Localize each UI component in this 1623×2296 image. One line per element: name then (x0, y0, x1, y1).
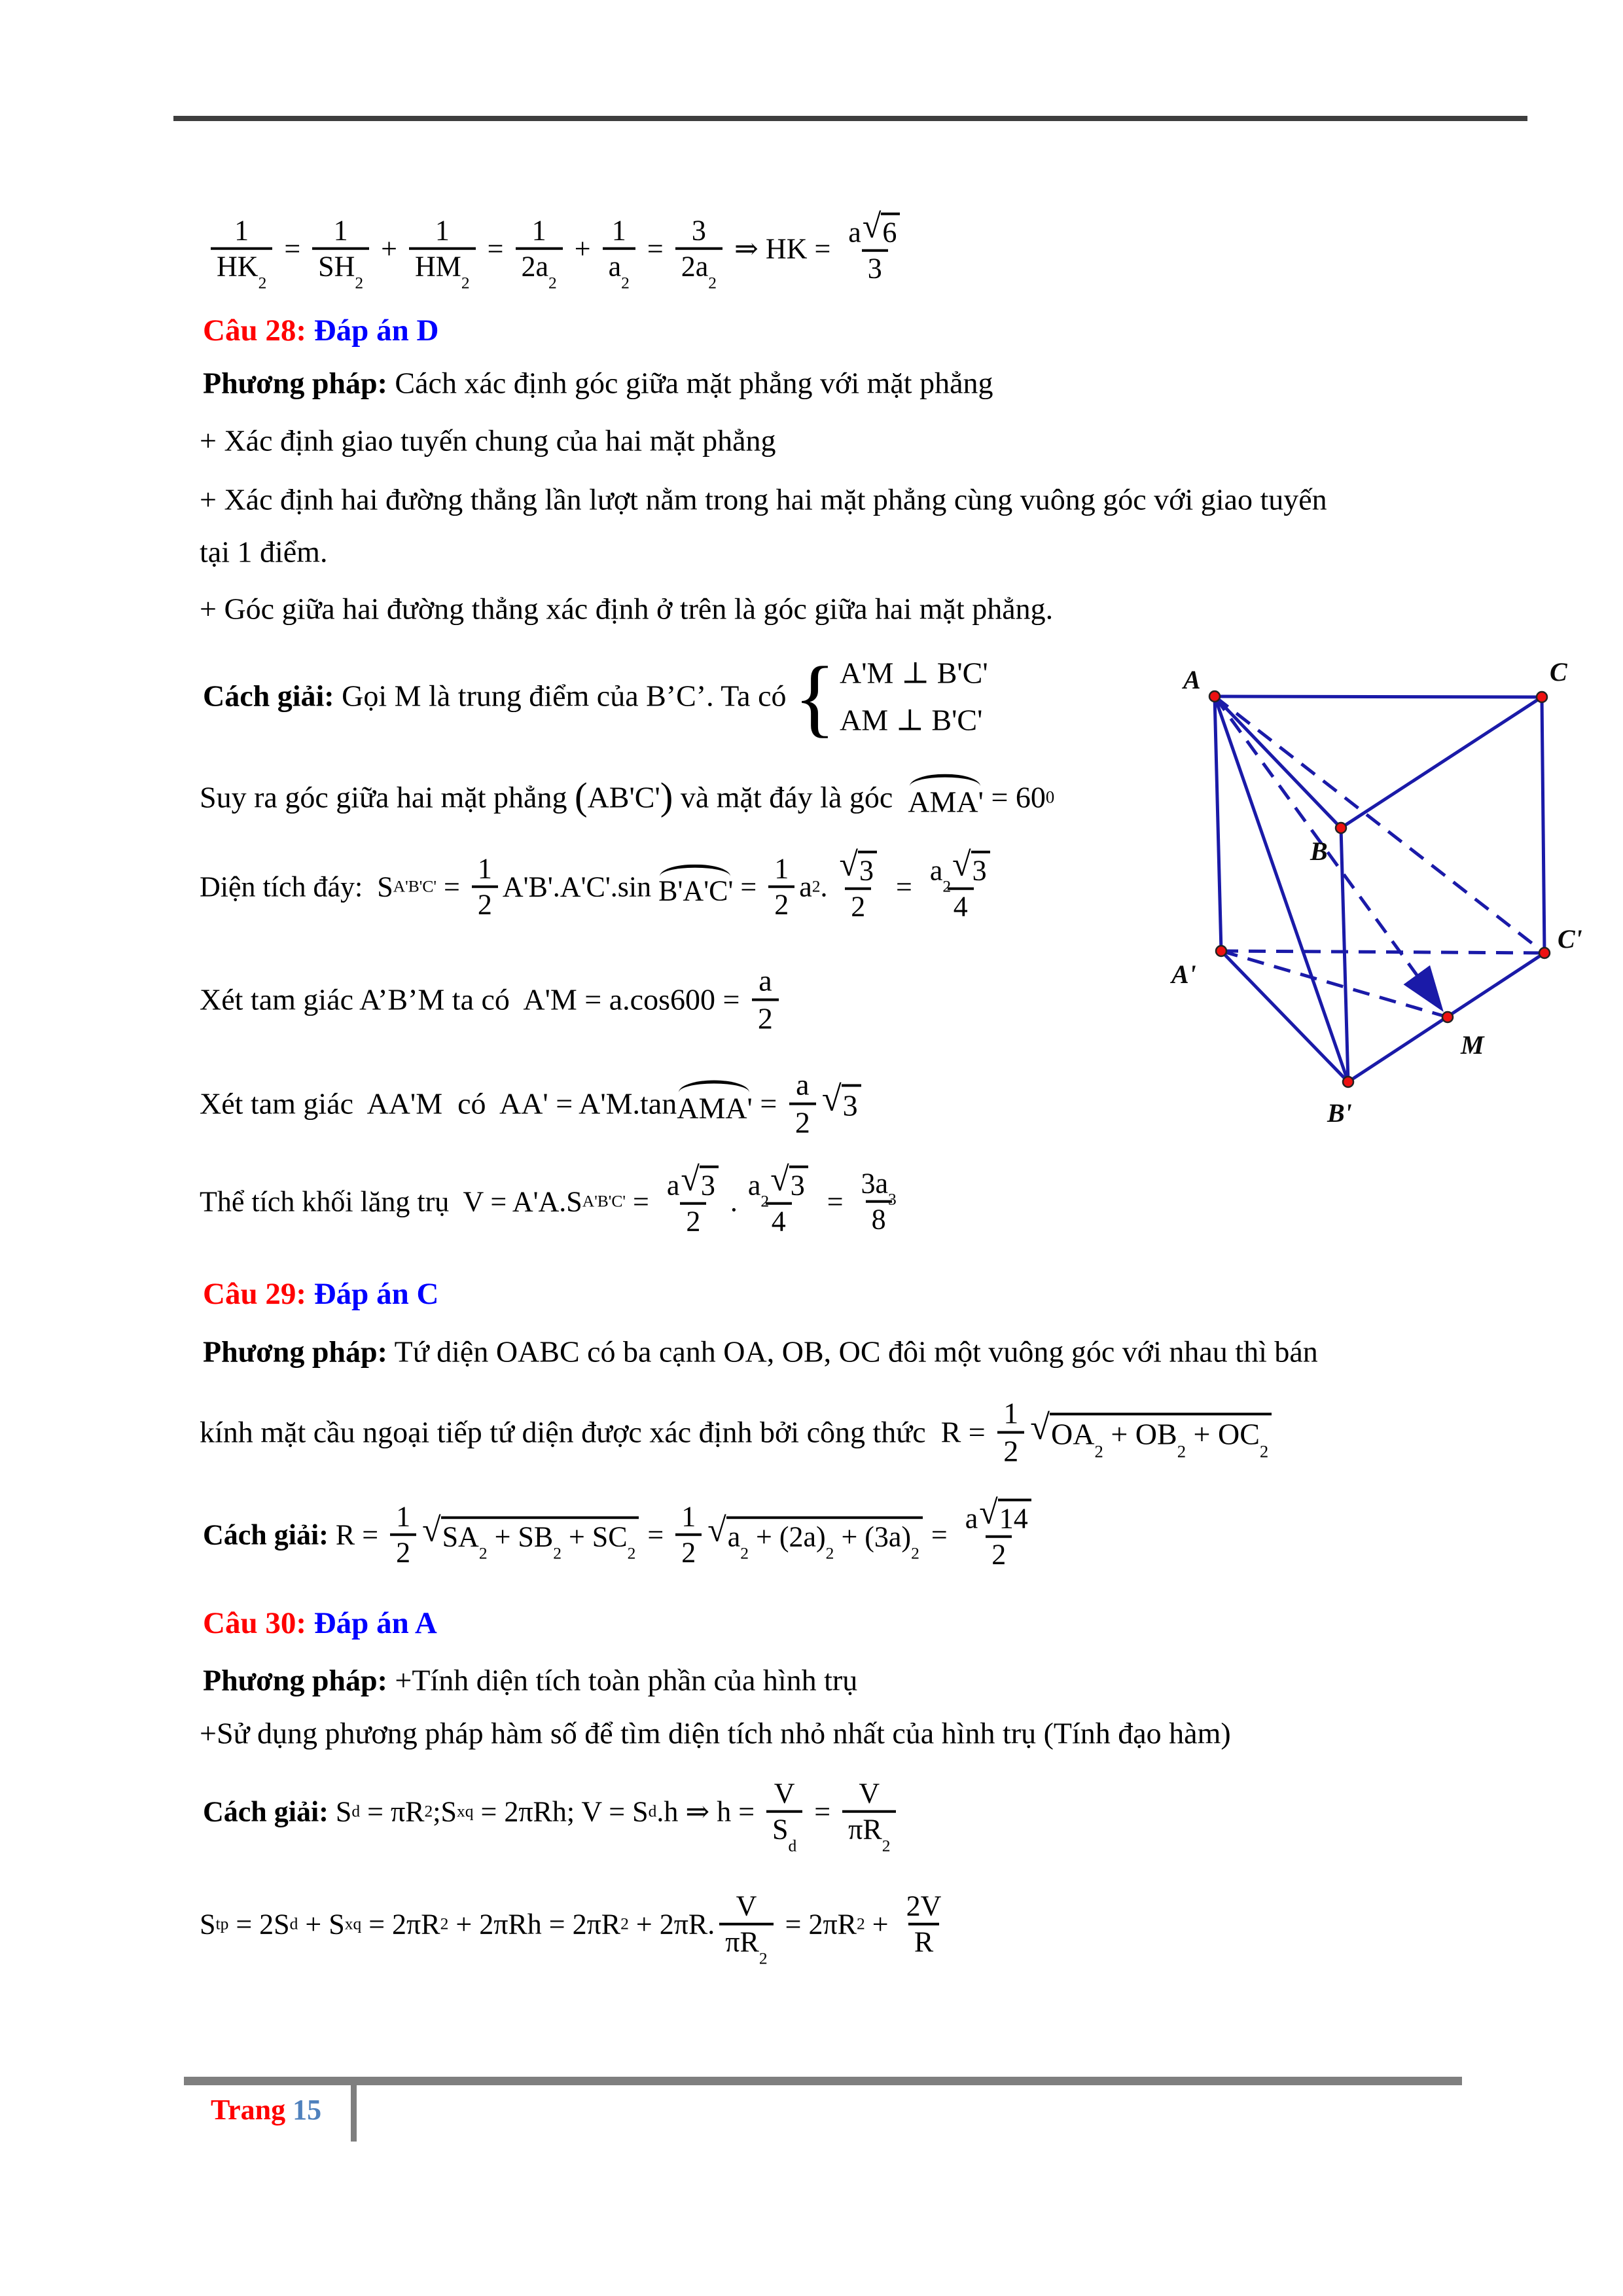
method-29-text: Tứ diện OABC có ba cạnh OA, OB, OC đôi một vuông góc với nhau thì bán (387, 1335, 1318, 1369)
method-28-lead: Phương pháp: (203, 366, 387, 400)
vertex-dot-Cprime (1539, 948, 1550, 958)
edge-B-Bprime (1341, 828, 1348, 1082)
label-A: A (1183, 665, 1201, 694)
bullet-2: + Xác định hai đường thẳng lần lượt nằm trong hai mặt phẳng cùng vuông góc với giao tuyến (200, 482, 1327, 516)
vertex-dot-C (1537, 692, 1547, 702)
edge-A-Aprime (1215, 696, 1221, 951)
footer-rule (184, 2077, 1462, 2085)
xet-tam-giac-1: Xét tam giác A’B’M ta có A'M = a.cos600 = $\frac{a}{2}$ (200, 963, 783, 1035)
solution-28: Cách giải: Gọi M là trung điểm của B’C’. Ta có { A'M ⊥ B'C' AM ⊥ B'C' (203, 648, 988, 745)
question-29-answer: Đáp án C (306, 1277, 439, 1311)
label-Cprime: C' (1558, 924, 1582, 954)
question-28-heading (203, 313, 438, 348)
question-30-answer: Đáp án A (306, 1606, 437, 1640)
thetich-line: Thể tích khối lăng trụ V = A'A.S A'B'C' = a √ 3 2 . a 2 √ 3 4 = 3a 3 8 (200, 1160, 897, 1238)
label-B: B (1310, 836, 1328, 866)
label-C: C (1550, 657, 1567, 687)
method-29-lead: Phương pháp: (203, 1335, 387, 1369)
footer-page-number: 15 (293, 2094, 322, 2126)
footer-page (211, 2093, 321, 2126)
edge-A-Bprime (1215, 696, 1348, 1082)
bullet-4: + Góc giữa hai đường thẳng xác định ở trên là góc giữa hai mặt phẳng. (200, 592, 1054, 626)
vertex-dot-B (1336, 823, 1346, 833)
edge-B-C (1341, 697, 1542, 828)
question-28-label: Câu 28: (203, 314, 306, 348)
label-M: M (1461, 1030, 1484, 1060)
edge-C-Cprime (1542, 697, 1544, 953)
question-29-heading (203, 1276, 438, 1312)
label-Aprime: A' (1171, 960, 1196, 989)
suyra-line: Suy ra góc giữa hai mặt phẳng ( AB'C' ) và mặt đáy là góc AMA' = 60 0 (200, 775, 1055, 819)
bullet-3: tại 1 điểm. (200, 535, 328, 569)
vertex-dot-Bprime (1343, 1077, 1353, 1087)
prism-figure (1165, 655, 1610, 1139)
prism-svg (1165, 655, 1610, 1139)
method-30 (203, 1661, 857, 1699)
solution-29: Cách giải: R = $\frac{1}{2}$ √ SA 2 + SB 2 + SC 2 = $\frac{1}{2}$ √ a 2 + (2a) 2 + (3a) 2 = a √ 14 2 (203, 1498, 1043, 1572)
edge-A-B (1215, 696, 1341, 828)
method-30-text: +Tính diện tích toàn phần của hình trụ (387, 1663, 858, 1697)
edge-Aprime-Cprime-dashed (1221, 951, 1544, 953)
question-28-answer: Đáp án D (306, 314, 439, 348)
method-28 (203, 364, 993, 402)
question-30-label: Câu 30: (203, 1606, 306, 1640)
vertex-dot-M (1442, 1012, 1453, 1022)
sudung-line: +Sử dụng phương pháp hàm số để tìm diện tích nhỏ nhất của hình trụ (Tính đạo hàm) (200, 1716, 1231, 1750)
footer-divider (351, 2085, 357, 2142)
method-30-lead: Phương pháp: (203, 1663, 387, 1697)
kinh-line: kính mặt cầu ngoại tiếp tứ diện được xác định bởi công thức R = $\frac{1}{2}$ √ OA 2 + OB 2 + OC 2 (200, 1395, 1273, 1468)
formula-hk: 1 HK 2 = 1 SH 2 + 1 HM 2 = 1 2a 2 + 1 a 2 = 3 2a 2 ⇒ HK = a √ 6 3 (206, 212, 912, 286)
stp-line: S tp = 2S d + S xq = 2πR 2 + 2πRh = 2πR 2 + 2πR. V πR 2 = 2πR 2 + $\frac{2V}{R}$ (200, 1890, 942, 1968)
vertex-dot-A (1209, 691, 1220, 702)
question-30-heading (203, 1605, 437, 1641)
dientich-line: Diện tích đáy: S A'B'C' = $\frac{1}{2}$ A'B'.A'C'.sin B'A'C' = $\frac{1}{2}$ a 2 . √ 3 2 = a 2 √ 3 4 (200, 850, 1002, 924)
footer-page-label: Trang (211, 2094, 293, 2126)
solution-30: Cách giải: S d = πR 2 ;S xq = 2πRh; V = S d .h ⇒ h = V S d = V πR 2 (203, 1777, 901, 1847)
vertex-dot-Aprime (1216, 946, 1226, 956)
bullet-1: + Xác định giao tuyến chung của hai mặt phẳng (200, 423, 776, 457)
xet-tam-giac-2: Xét tam giác AA'M có AA' = A'M.tan AMA' = $\frac{a}{2}$ √ 3 (200, 1067, 863, 1139)
label-Bprime: B' (1327, 1098, 1352, 1128)
top-rule (173, 116, 1527, 121)
edge-A-Cprime-dashed (1215, 696, 1544, 953)
question-29-label: Câu 29: (203, 1277, 306, 1311)
method-29 (203, 1333, 1318, 1371)
method-28-text: Cách xác định góc giữa mặt phẳng với mặt phẳng (387, 366, 993, 400)
edge-A-C (1215, 696, 1542, 697)
